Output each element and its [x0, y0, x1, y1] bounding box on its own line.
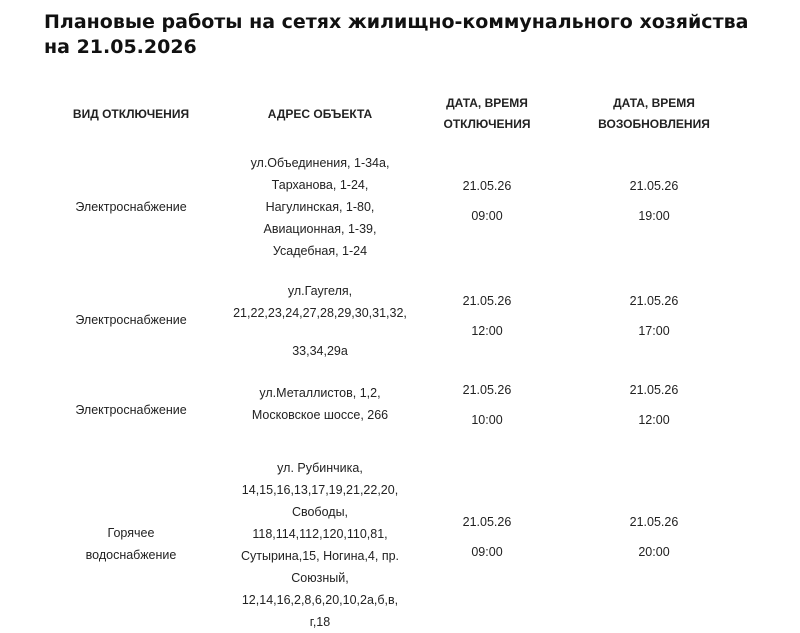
restore-time: 12:00: [638, 413, 670, 427]
outage-type-text: Горячее: [107, 526, 155, 540]
address-line: 21,22,23,24,27,28,29,30,31,32,: [233, 306, 407, 320]
outage-type-text: Электроснабжение: [75, 313, 187, 327]
header-address-text: АДРЕС ОБЪЕКТА: [267, 107, 373, 121]
restore-time: 20:00: [638, 545, 670, 559]
header-restore-datetime-line1: ДАТА, ВРЕМЯ: [613, 96, 695, 110]
row-outage-type: [46, 522, 216, 566]
row-outage-datetime: [420, 290, 554, 342]
restore-time: 19:00: [638, 209, 670, 223]
address-line: Усадебная, 1-24: [272, 244, 368, 258]
restore-date: 21.05.26: [629, 179, 679, 193]
row-outage-type: [46, 196, 216, 218]
address-line: ул.Металлистов, 1,2,: [259, 386, 381, 400]
outage-time: 09:00: [471, 209, 503, 223]
row-outage-type: [46, 399, 216, 421]
restore-date: 21.05.26: [629, 383, 679, 397]
outage-type-text: Электроснабжение: [75, 200, 187, 214]
header-restore-datetime-line2: ВОЗОБНОВЛЕНИЯ: [598, 117, 710, 131]
address-line: ул.Гаугеля,: [287, 284, 353, 298]
row-outage-datetime: [420, 379, 554, 431]
outage-date: 21.05.26: [462, 294, 512, 308]
outage-date: 21.05.26: [462, 179, 512, 193]
header-outage-datetime-line2: ОТКЛЮЧЕНИЯ: [443, 117, 531, 131]
header-outage-datetime-line1: ДАТА, ВРЕМЯ: [446, 96, 528, 110]
header-outage-datetime: [420, 93, 554, 135]
address-spacer: [226, 324, 414, 340]
address-line: Нагулинская, 1-80,: [265, 200, 375, 214]
row-restore-datetime: [584, 175, 724, 227]
row-address: [226, 152, 414, 262]
address-line: Московское шоссе, 266: [251, 408, 389, 422]
outage-date: 21.05.26: [462, 515, 512, 529]
row-address: [226, 457, 414, 633]
row-restore-datetime: [584, 511, 724, 563]
address-line: 12,14,16,2,8,6,20,10,2а,б,в,: [241, 593, 399, 607]
outage-type-text: водоснабжение: [85, 548, 177, 562]
address-line: Сутырина,15, Ногина,4, пр.: [240, 549, 400, 563]
outage-time: 09:00: [471, 545, 503, 559]
row-restore-datetime: [584, 290, 724, 342]
header-address: [226, 104, 414, 125]
header-outage-type-text: ВИД ОТКЛЮЧЕНИЯ: [72, 107, 190, 121]
outage-time: 10:00: [471, 413, 503, 427]
address-line: г,18: [309, 615, 331, 629]
outage-type-text: Электроснабжение: [75, 403, 187, 417]
header-outage-type: [46, 104, 216, 125]
row-outage-type: [46, 309, 216, 331]
outage-date: 21.05.26: [462, 383, 512, 397]
header-restore-datetime: [584, 93, 724, 135]
restore-date: 21.05.26: [629, 294, 679, 308]
address-line: Авиационная, 1-39,: [263, 222, 377, 236]
page-title: Плановые работы на сетях жилищно-коммунального хозяйства на 21.05.2026: [44, 11, 749, 58]
row-address: [226, 382, 414, 426]
address-line: ул. Рубинчика,: [277, 461, 363, 475]
address-line: Тарханова, 1-24,: [271, 178, 369, 192]
row-address: [226, 280, 414, 362]
address-line: 118,114,112,120,110,81,: [252, 527, 388, 541]
address-line: Свободы,: [291, 505, 349, 519]
address-line: 33,34,29а: [292, 344, 348, 358]
row-outage-datetime: [420, 511, 554, 563]
address-line: Союзный,: [291, 571, 349, 585]
address-line: ул.Объединения, 1-34а,: [250, 156, 390, 170]
row-restore-datetime: [584, 379, 724, 431]
row-outage-datetime: [420, 175, 554, 227]
outage-time: 12:00: [471, 324, 503, 338]
restore-time: 17:00: [638, 324, 670, 338]
restore-date: 21.05.26: [629, 515, 679, 529]
address-line: 14,15,16,13,17,19,21,22,20,: [241, 483, 399, 497]
